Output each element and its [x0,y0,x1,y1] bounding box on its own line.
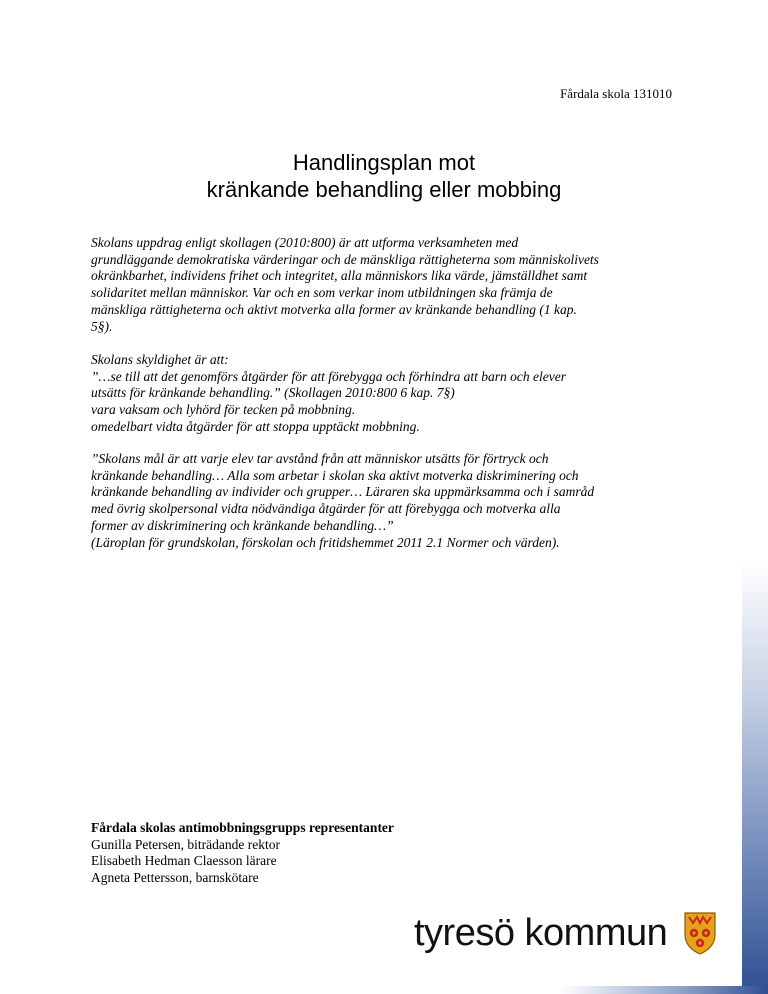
group-heading: Fårdala skolas antimobbningsgrupps representanter [91,820,394,835]
intro-line: 5§). [91,318,113,334]
duty-paragraph [91,352,691,436]
coat-of-arms-icon [683,911,717,955]
intro-line: solidaritet mellan människor. Var och en som verkar inom utbildningen ska främja de [91,285,553,301]
title-line-2: kränkande behandling eller mobbing [206,177,562,202]
group-member: Agneta Pettersson, barnskötare [91,870,259,886]
duty-line: utsätts för kränkande behandling.” (Skollagen 2010:800 6 kap. 7§) [91,385,455,401]
quote-line: med övrig skolpersonal vidta nödvändiga åtgärder för att förebygga och motverka alla [91,501,561,517]
duty-line: ”…se till att det genomförs åtgärder för att förebygga och förhindra att barn och elever [91,368,566,384]
school-date-header: Fårdala skola 131010 [560,86,672,101]
duty-line: vara vaksam och lyhörd för tecken på mobbning. [91,402,356,418]
duty-line: omedelbart vidta åtgärder för att stoppa upptäckt mobbning. [91,418,420,434]
intro-line: grundläggande demokratiska värderingar och de mänskliga rättigheterna som människolivets [91,251,599,267]
intro-line: mänskliga rättigheterna och aktivt motverka alla former av kränkande behandling (1 kap. [91,301,577,317]
group-member: Elisabeth Hedman Claesson lärare [91,853,277,869]
quote-line: ”Skolans mål är att varje elev tar avstånd från att människor utsätts för förtryck och [91,451,549,466]
quote-line: kränkande behandling… Alla som arbetar i skolan ska aktivt motverka diskriminering och [91,467,579,483]
group-member: Gunilla Petersen, biträdande rektor [91,836,280,852]
decorative-bottom-bar [560,986,768,994]
intro-paragraph [91,235,691,335]
duty-line: Skolans skyldighet är att: [91,352,229,367]
page-title [0,149,768,203]
quote-line: former av diskriminering och kränkande behandling…” [91,517,394,533]
intro-line: Skolans uppdrag enligt skollagen (2010:800) är att utforma verksamheten med [91,235,519,250]
title-line-1: Handlingsplan mot [292,150,476,175]
logo-text: tyresö kommun [414,912,668,954]
antibullying-group [91,820,394,887]
curriculum-quote [91,451,691,551]
quote-line: (Läroplan för grundskolan, förskolan och fritidshemmet 2011 2.1 Normer och värden). [91,534,560,550]
decorative-edge-bar [742,560,768,994]
municipality-logo [414,908,717,958]
quote-line: kränkande behandling av individer och grupper… Läraren ska uppmärksamma och i samråd [91,484,595,500]
intro-line: okränkbarhet, individens frihet och integritet, alla människors lika värde, jämställdhet samt [91,268,588,284]
